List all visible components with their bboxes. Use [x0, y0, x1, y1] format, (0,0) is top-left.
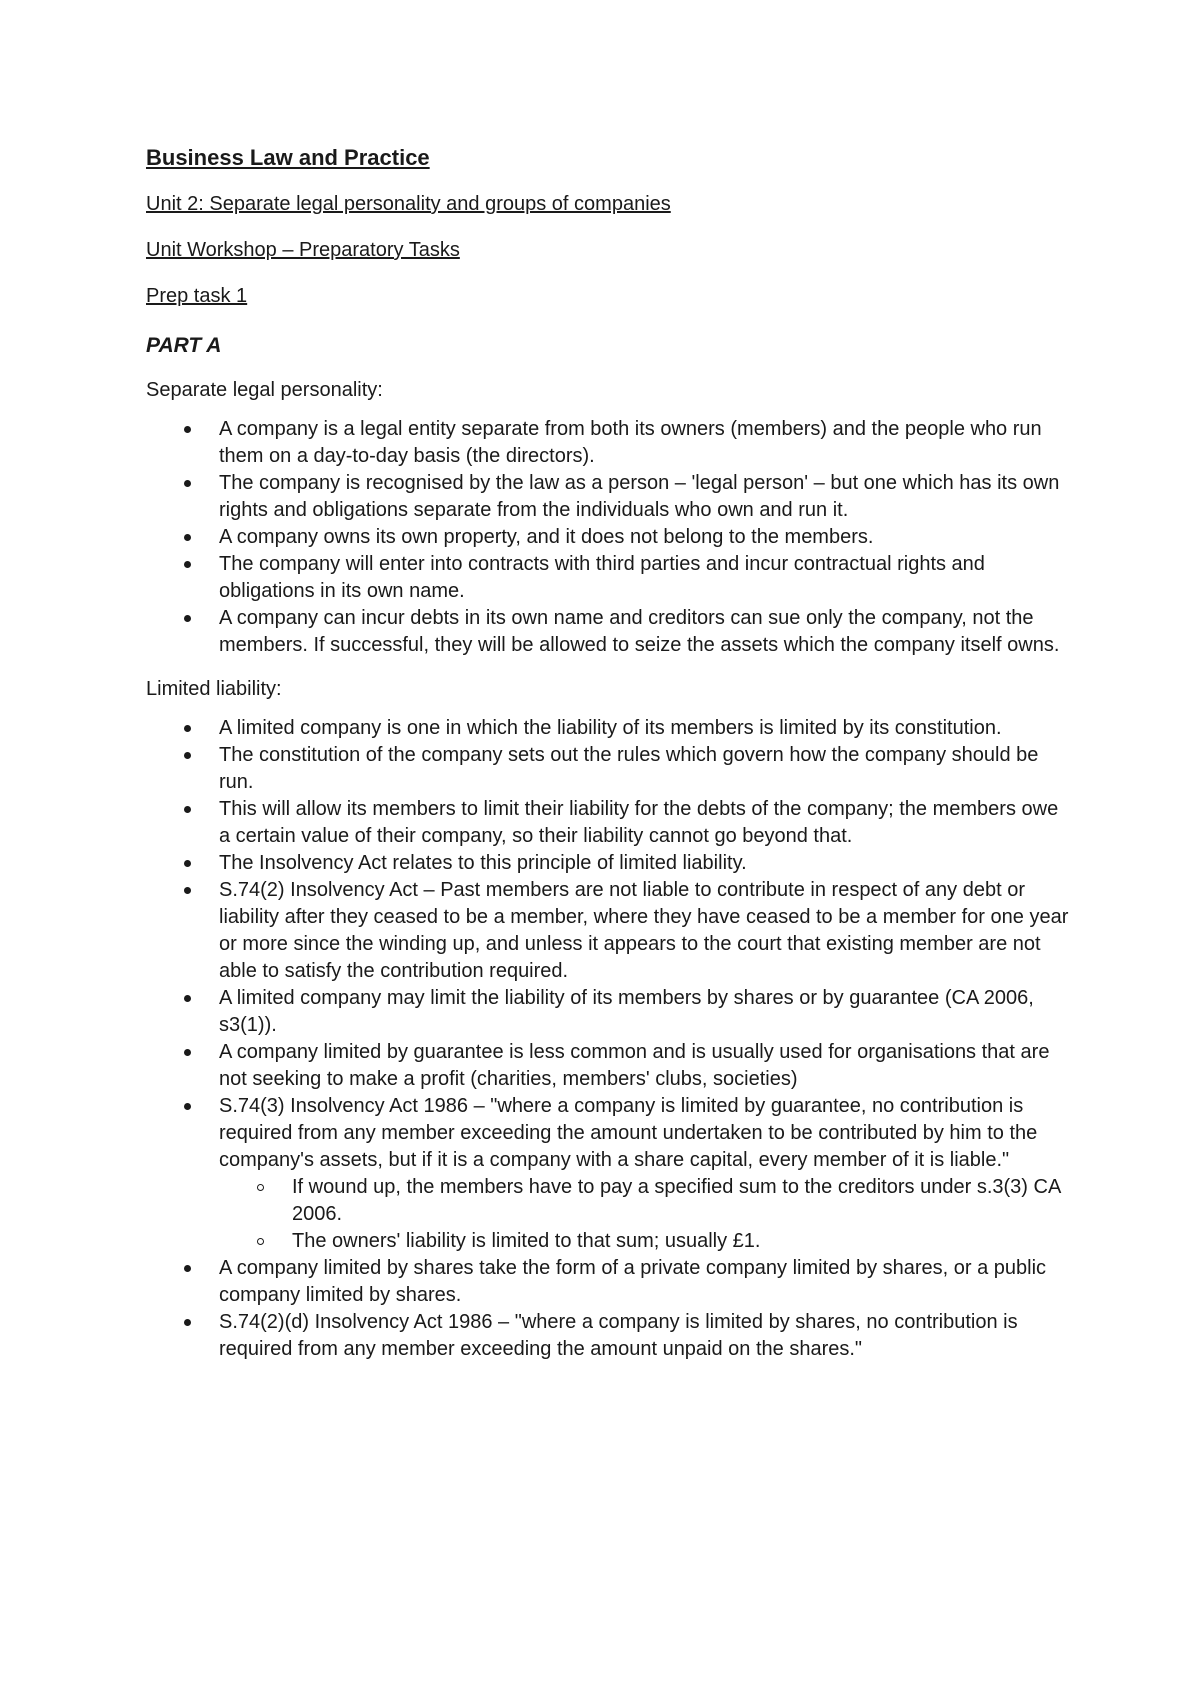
- list-item-text: A limited company may limit the liability of its members by shares or by guarantee (CA 2006, s3(1)).: [219, 987, 1034, 1036]
- bullet-icon: [184, 995, 191, 1002]
- list-item-text: A limited company is one in which the liability of its members is limited by its constitution.: [219, 717, 1002, 739]
- bullet-icon: [184, 561, 191, 568]
- list-item: [146, 1309, 1070, 1363]
- sub-list-item-text: If wound up, the members have to pay a specified sum to the creditors under s.3(3) CA 2006.: [292, 1176, 1061, 1225]
- list-item-text: The company is recognised by the law as a person – 'legal person' – but one which has its own rights and obligations separate from the individuals who own and run it.: [219, 472, 1060, 521]
- list-item: [146, 1039, 1070, 1093]
- bullet-icon: [184, 480, 191, 487]
- circle-bullet-icon: [257, 1184, 264, 1191]
- list-item: [146, 605, 1070, 659]
- list-item-text: A company owns its own property, and it does not belong to the members.: [219, 526, 874, 548]
- list-item: [146, 877, 1070, 985]
- section-heading-limited-liability: Limited liability:: [146, 678, 282, 700]
- list-item: [146, 796, 1070, 850]
- list-item-text: This will allow its members to limit their liability for the debts of the company; the members owe a certain value of their company, so their liability cannot go beyond that.: [219, 798, 1059, 847]
- list-item: [146, 742, 1070, 796]
- list-item: [146, 1093, 1070, 1255]
- section-heading-separate-legal-personality: Separate legal personality:: [146, 379, 383, 401]
- list-item: [146, 551, 1070, 605]
- workshop-heading: Unit Workshop – Preparatory Tasks: [146, 239, 460, 261]
- sub-list-item-text: The owners' liability is limited to that sum; usually £1.: [292, 1230, 761, 1252]
- document-title: Business Law and Practice: [146, 145, 430, 170]
- bullet-icon: [184, 860, 191, 867]
- part-heading: PART A: [146, 334, 222, 357]
- list-item-text: S.74(3) Insolvency Act 1986 – "where a company is limited by guarantee, no contribution is required from any member exceeding the amount undertaken to be contributed by him to the company's assets, but if it is a company with a share capital, every member of it is liable.": [219, 1095, 1038, 1171]
- limited-liability-list: [146, 715, 1070, 1363]
- bullet-icon: [184, 806, 191, 813]
- circle-bullet-icon: [257, 1238, 264, 1245]
- list-item-text: A company can incur debts in its own name and creditors can sue only the company, not the members. If successful, they will be allowed to seize the assets which the company itself owns.: [219, 607, 1060, 656]
- list-item: [146, 985, 1070, 1039]
- bullet-icon: [184, 1103, 191, 1110]
- list-item-text: A company limited by guarantee is less common and is usually used for organisations that are not seeking to make a profit (charities, members' clubs, societies): [219, 1041, 1050, 1090]
- bullet-icon: [184, 1319, 191, 1326]
- sub-list: [219, 1174, 1070, 1255]
- list-item-text: The constitution of the company sets out the rules which govern how the company should be run.: [219, 744, 1039, 793]
- sub-list-item: [219, 1174, 1070, 1228]
- prep-task-heading: Prep task 1: [146, 285, 248, 307]
- list-item: [146, 524, 1070, 551]
- bullet-icon: [184, 887, 191, 894]
- list-item: [146, 850, 1070, 877]
- list-item-text: The company will enter into contracts with third parties and incur contractual rights and obligations in its own name.: [219, 553, 985, 602]
- bullet-icon: [184, 534, 191, 541]
- list-item: [146, 715, 1070, 742]
- sub-list-item: [219, 1228, 1070, 1255]
- list-item-text: A company limited by shares take the form of a private company limited by shares, or a public company limited by shares.: [219, 1257, 1047, 1306]
- list-item-text: A company is a legal entity separate from both its owners (members) and the people who run them on a day-to-day basis (the directors).: [219, 418, 1042, 467]
- bullet-icon: [184, 1265, 191, 1272]
- bullet-icon: [184, 752, 191, 759]
- list-item: [146, 470, 1070, 524]
- list-item-text: S.74(2) Insolvency Act – Past members are not liable to contribute in respect of any debt or liability after they ceased to be a member, where they have ceased to be a member for one year or more since the winding up, and unless it appears to the court that existing member are not able to satisfy the contribution required.: [219, 879, 1069, 982]
- list-item-text: The Insolvency Act relates to this principle of limited liability.: [219, 852, 747, 874]
- unit-heading: Unit 2: Separate legal personality and groups of companies: [146, 193, 671, 215]
- separate-legal-personality-list: [146, 416, 1070, 659]
- bullet-icon: [184, 1049, 191, 1056]
- bullet-icon: [184, 426, 191, 433]
- list-item: [146, 1255, 1070, 1309]
- list-item: [146, 416, 1070, 470]
- bullet-icon: [184, 615, 191, 622]
- list-item-text: S.74(2)(d) Insolvency Act 1986 – "where a company is limited by shares, no contribution is required from any member exceeding the amount unpaid on the shares.": [219, 1311, 1018, 1360]
- bullet-icon: [184, 725, 191, 732]
